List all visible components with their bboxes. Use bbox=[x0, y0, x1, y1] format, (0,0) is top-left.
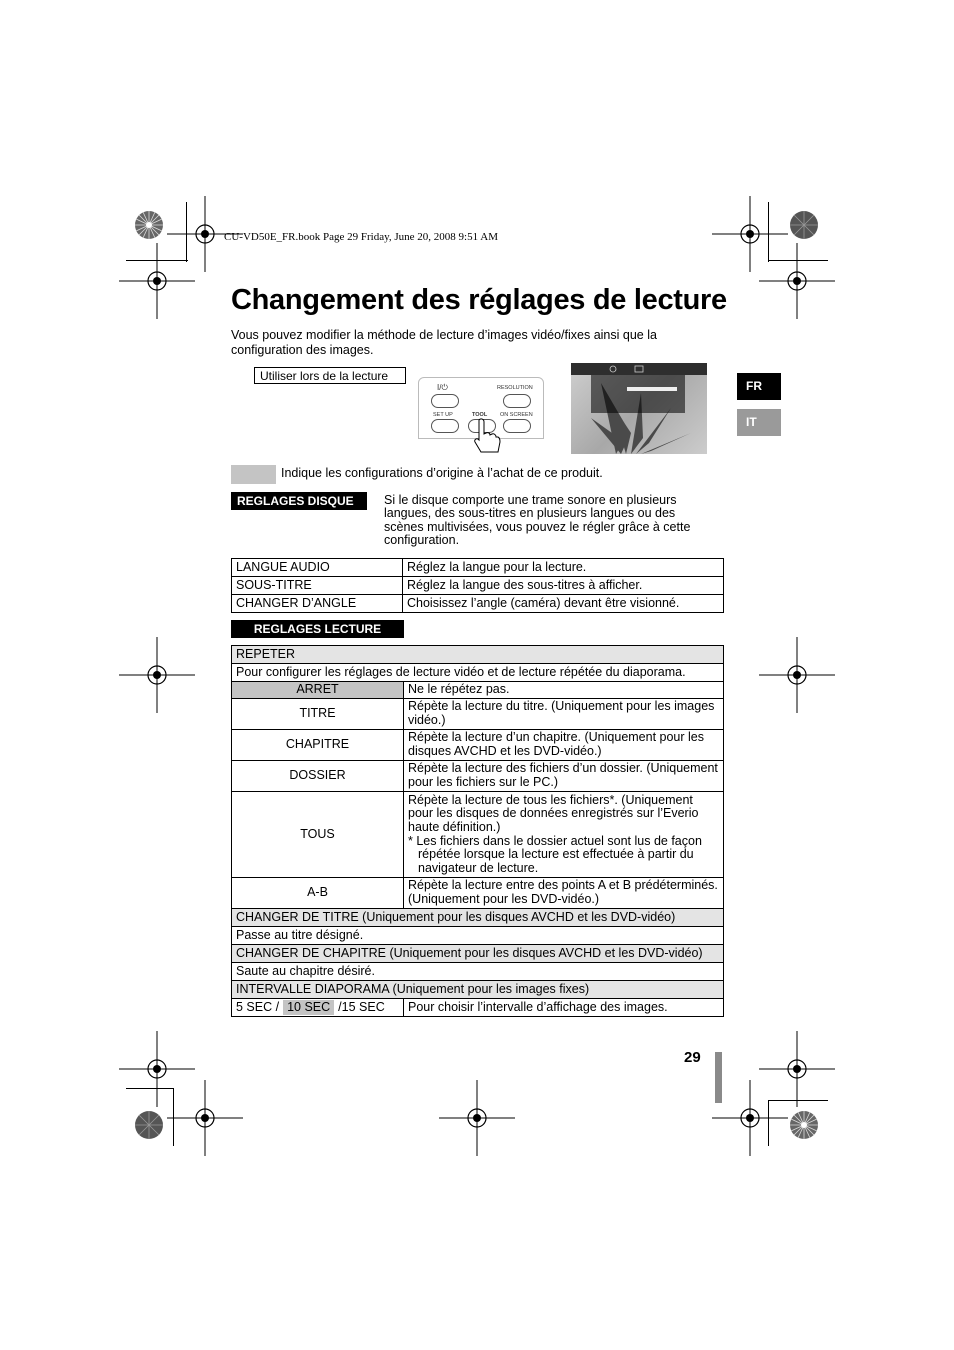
lecture-settings-table bbox=[231, 645, 724, 1017]
table-row bbox=[232, 682, 724, 699]
table-row bbox=[232, 945, 724, 963]
page-edge-bar bbox=[715, 1052, 722, 1103]
table-row bbox=[232, 963, 724, 981]
option-desc: Ne le répétez pas. bbox=[404, 682, 724, 699]
option-footnote: * Les fichiers dans le dossier actuel sont lus de façon répétée lorsque la lecture est effectuée à partir du navigateur de lecture. bbox=[408, 833, 702, 875]
repeter-description: Pour configurer les réglages de lecture vidéo et de lecture répétée du diaporama. bbox=[232, 664, 724, 682]
resolution-button bbox=[503, 394, 531, 408]
changer-chapitre-desc: Saute au chapitre désiré. bbox=[232, 963, 724, 981]
power-button bbox=[431, 394, 459, 408]
option-desc: Répète la lecture des fichiers d’un dossier. (Uniquement pour les fichiers sur le PC.) bbox=[404, 761, 724, 792]
setting-name: CHANGER D’ANGLE bbox=[232, 595, 403, 613]
registration-mark-icon bbox=[167, 1080, 243, 1156]
pointing-hand-icon bbox=[471, 418, 501, 456]
setup-button bbox=[431, 419, 459, 433]
interval-option: /15 SEC bbox=[338, 999, 385, 1014]
registration-mark-icon bbox=[119, 637, 195, 713]
remote-control-illustration bbox=[418, 377, 544, 439]
registration-mark-icon bbox=[439, 1080, 515, 1156]
registration-mark-icon bbox=[759, 243, 835, 319]
setting-desc: Réglez la langue des sous-titres à afficher. bbox=[403, 577, 724, 595]
option-name: CHAPITRE bbox=[232, 730, 404, 761]
color-bar-starburst-icon bbox=[134, 1110, 164, 1140]
tab-fr[interactable]: FR bbox=[737, 373, 781, 400]
setting-desc: Choisissez l’angle (caméra) devant être visionné. bbox=[403, 595, 724, 613]
option-desc: Répète la lecture entre des points A et B prédéterminés. (Uniquement pour les DVD-vidéo.) bbox=[404, 878, 724, 909]
on-screen-label: ON SCREEN bbox=[500, 412, 533, 418]
default-setting-swatch bbox=[231, 465, 276, 484]
registration-mark-icon bbox=[759, 637, 835, 713]
disque-description: Si le disque comporte une trame sonore en plusieurs langues, des sous-titres en plusieurs langues ou des scènes multivisées, vous pouvez le régler grâce à cette configuration. bbox=[384, 493, 691, 548]
changer-titre-header: CHANGER DE TITRE (Uniquement pour les disques AVCHD et les DVD-vidéo) bbox=[232, 909, 724, 927]
option-name-default: ARRET bbox=[232, 682, 404, 699]
table-row bbox=[232, 999, 724, 1017]
setting-name: SOUS-TITRE bbox=[232, 577, 403, 595]
option-name: TOUS bbox=[232, 792, 404, 878]
on-screen-menu-illustration bbox=[571, 363, 707, 454]
color-bar-starburst-icon bbox=[134, 210, 164, 240]
color-bar-starburst-icon bbox=[789, 210, 819, 240]
color-bar-starburst-icon bbox=[789, 1110, 819, 1140]
option-desc: Répète la lecture du titre. (Uniquement pour les images vidéo.) bbox=[404, 699, 724, 730]
table-row bbox=[232, 730, 724, 761]
file-header: CU-VD50E_FR.book Page 29 Friday, June 20, 2008 9:51 AM bbox=[224, 231, 498, 243]
disque-settings-table bbox=[231, 558, 724, 613]
option-name: A-B bbox=[232, 878, 404, 909]
table-row bbox=[232, 909, 724, 927]
power-icon: I/⏻ bbox=[437, 383, 448, 392]
changer-chapitre-header: CHANGER DE CHAPITRE (Uniquement pour les disques AVCHD et les DVD-vidéo) bbox=[232, 945, 724, 963]
intervalle-options bbox=[232, 999, 404, 1017]
registration-mark-icon bbox=[712, 1080, 788, 1156]
on-screen-button bbox=[503, 419, 531, 433]
page-number: 29 bbox=[684, 1049, 701, 1066]
option-desc-cell bbox=[404, 792, 724, 878]
option-name: DOSSIER bbox=[232, 761, 404, 792]
tool-label: TOOL bbox=[472, 412, 488, 418]
option-desc: Répète la lecture de tous les fichiers*. (Uniquement pour les disques de données enregistrés sur l’Everio haute définition.) bbox=[408, 792, 699, 834]
section-label-disque: REGLAGES DISQUE bbox=[231, 492, 367, 510]
legend-text: Indique les configurations d’origine à l’achat de ce produit. bbox=[281, 466, 603, 480]
table-row bbox=[232, 577, 724, 595]
setup-label: SET UP bbox=[433, 412, 453, 418]
resolution-label: RESOLUTION bbox=[497, 385, 533, 391]
table-row bbox=[232, 927, 724, 945]
section-label-lecture: REGLAGES LECTURE bbox=[231, 620, 404, 638]
page-title: Changement des réglages de lecture bbox=[231, 284, 727, 316]
table-row bbox=[232, 664, 724, 682]
changer-titre-desc: Passe au titre désigné. bbox=[232, 927, 724, 945]
repeter-header: REPETER bbox=[232, 646, 724, 664]
table-row bbox=[232, 699, 724, 730]
tab-it[interactable]: IT bbox=[737, 409, 781, 436]
table-row bbox=[232, 878, 724, 909]
table-row bbox=[232, 646, 724, 664]
intervalle-header: INTERVALLE DIAPORAMA (Uniquement pour les images fixes) bbox=[232, 981, 724, 999]
usage-label: Utiliser lors de la lecture bbox=[254, 367, 406, 384]
interval-option: 5 SEC / bbox=[236, 999, 280, 1014]
intervalle-desc: Pour choisir l’intervalle d’affichage des images. bbox=[404, 999, 724, 1017]
intro-text: Vous pouvez modifier la méthode de lecture d’images vidéo/fixes ainsi que la configuration des images. bbox=[231, 328, 657, 357]
table-row bbox=[232, 761, 724, 792]
table-row bbox=[232, 981, 724, 999]
plant-leaves-icon bbox=[571, 363, 707, 454]
interval-option-default: 10 SEC bbox=[283, 1000, 334, 1016]
option-desc: Répète la lecture d’un chapitre. (Uniquement pour les disques AVCHD et les DVD-vidéo.) bbox=[404, 730, 724, 761]
option-name: TITRE bbox=[232, 699, 404, 730]
table-row bbox=[232, 792, 724, 878]
registration-mark-icon bbox=[119, 243, 195, 319]
setting-desc: Réglez la langue pour la lecture. bbox=[403, 559, 724, 577]
table-row bbox=[232, 595, 724, 613]
table-row bbox=[232, 559, 724, 577]
setting-name: LANGUE AUDIO bbox=[232, 559, 403, 577]
